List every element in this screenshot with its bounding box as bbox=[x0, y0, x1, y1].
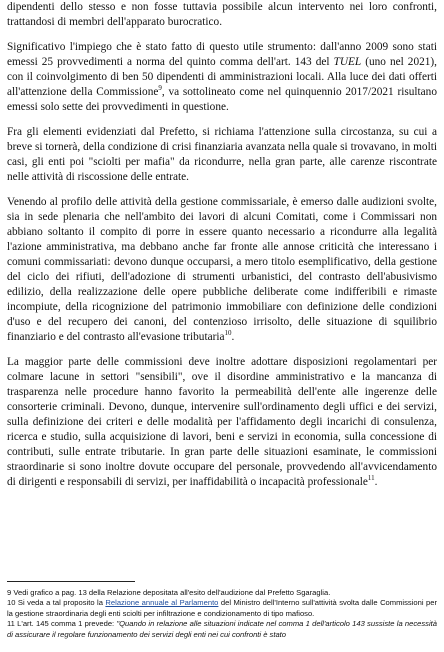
footnote-divider bbox=[7, 581, 135, 582]
paragraph-text: . bbox=[231, 331, 235, 343]
footnote-quote: "Quando in relazione alle situazioni indicate nel comma 1 dell'articolo 143 sussiste la necessità di assicurare il regolare funzionamento dei servizi degli enti nei cui confronti è stato bbox=[7, 619, 438, 639]
footnote-text: del Ministro dell'Interno sull'attività svolta dalle Commissioni per la gestione straordinaria degli enti sciolti per infiltrazione e condizionamento di tipo mafioso. bbox=[7, 598, 437, 618]
paragraph-text: Venendo al profilo delle attività della gestione commissariale, è emerso dalle audizioni svolte, sia in sede plenaria che nell'ambito dei lavori di alcuni Comitati, come i Commissari non abbiano soltanto il compito di porre in essere quanto necessario a ricondurre alla legalità l'azione amministrativa, ma debbano anche far fronte alle annose criticità che interessano i comuni commissariati: devono dunque occuparsi, a mero titolo esemplificativo, della gestione del ciclo dei rifiuti, dell'adozione di strumenti urbanistici, del contrasto dell'abusivismo edilizio, della realizzazione delle opere pubbliche deliberate come indifferibili e rimaste incompiute, della ricognizione del patrimonio immobiliare con definizione delle condizioni d'uso e del recupero dei canoni, del contenzioso irrisolto, delle situazione di squilibrio finanziario e del contrasto all'evasione tributaria bbox=[7, 196, 437, 343]
footnote-10 bbox=[7, 598, 437, 619]
paragraph-crisi-finanziaria: Fra gli elementi evidenziati dal Prefetto, si richiama l'attenzione sulla circostanza, su cui a breve si tornerà, della condizione di crisi finanziaria avanzata nella quale si trovavano, in molti casi, gli enti poi "sciolti per mafia" da ricondurre, nella gran parte, alle carenze riscontrate nelle attività di riscossione delle entrate. bbox=[7, 126, 437, 183]
footnote-ref-10[interactable]: 10 bbox=[224, 329, 232, 338]
paragraph-text: . bbox=[374, 476, 378, 488]
paragraph-disposizioni bbox=[7, 355, 437, 490]
paragraph-text: La maggior parte delle commissioni deve inoltre adottare disposizioni regolamentari per colmare lacune in settori "sensibili", ove il disordine amministrativo e la mancanza di trasparenza nelle procedure hanno favorito la permeabilità dell'ente alle ingerenze delle consorterie criminali. Devono, dunque, intervenire sull'ordinamento degli uffici e dei servizi, sulla definizione dei criteri e delle modalità per l'affidamento degli incarichi di consulenza, ricerca e studio, sulla acquisizione di lavori, beni e servizi in economia, sulla concessione di contributi, sulle entrate tributarie. In gran parte delle situazioni esaminate, le commissioni straordinarie si sono inoltre dovute occupare del personale, provvedendo all'avvicendamento di dirigenti e responsabili di servizi, per inaffidabilità o incapacità professionale bbox=[7, 356, 437, 488]
paragraph-text: , va sottolineato come nel quinquennio 2017/2021 risultano emessi solo sette dei provvedimenti in questione. bbox=[7, 86, 437, 113]
paragraph-gestione-commissariale bbox=[7, 195, 437, 345]
tuel-italic: TUEL bbox=[333, 56, 362, 68]
footnote-ref-9[interactable]: 9 bbox=[158, 84, 162, 93]
paragraph-text: Significativo l'impiego che è stato fatto di questo utile strumento: dall'anno 2009 sono stati emessi 25 provvedimenti a norma del quinto comma dell'art. 143 del bbox=[7, 41, 437, 68]
footnote-text: 10 Si veda a tal proposito la bbox=[7, 598, 106, 608]
footnote-text: 11 L'art. 145 comma 1 prevede: bbox=[7, 619, 117, 629]
relazione-annuale-link[interactable]: Relazione annuale al Parlamento bbox=[105, 598, 219, 608]
paragraph-provvedimenti bbox=[7, 40, 437, 115]
footnote-11 bbox=[7, 619, 437, 640]
paragraph-text: (uno nel 2021), con il coinvolgimento di ben 50 dipendenti di amministrazioni locali. Alla luce dei dati offerti all'attenzione della Commissione bbox=[7, 56, 437, 98]
footnote-ref-11[interactable]: 11 bbox=[367, 474, 375, 483]
paragraph-intro: dipendenti dello stesso e non fosse tuttavia possibile alcun intervento nei loro confronti, trattandosi di membri dell'apparato burocratico. bbox=[7, 1, 437, 28]
footnote-9: 9 Vedi grafico a pag. 13 della Relazione depositata all'esito dell'audizione dal Prefetto Sgaraglia. bbox=[7, 588, 331, 597]
footnotes bbox=[7, 588, 437, 640]
